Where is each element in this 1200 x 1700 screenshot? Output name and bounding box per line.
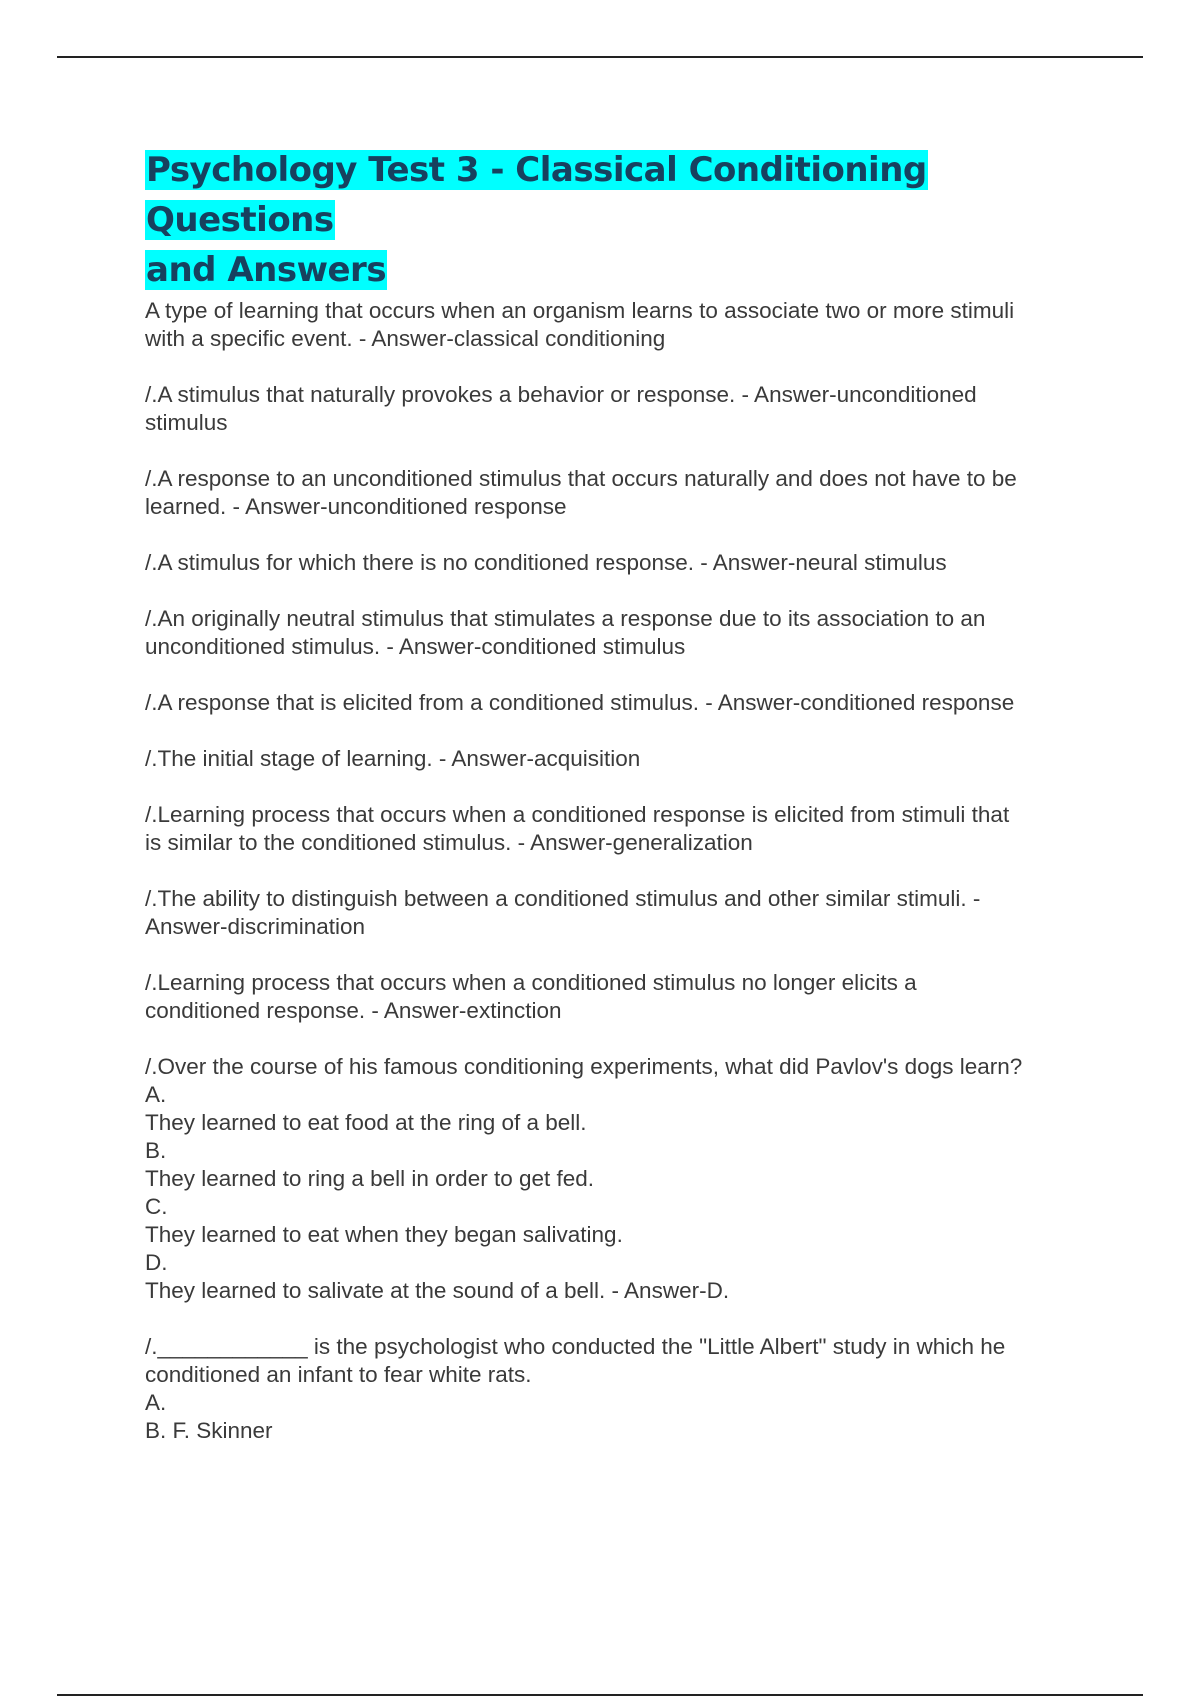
qa-line: /.____________ is the psychologist who conducted the "Little Albert" study in which he xyxy=(145,1334,1006,1359)
qa-line: conditioned response. - Answer-extinction xyxy=(145,998,562,1023)
qa-line: /.An originally neutral stimulus that stimulates a response due to its association to an xyxy=(145,606,986,631)
qa-line: A. xyxy=(145,1082,167,1107)
qa-line: B. F. Skinner xyxy=(145,1418,273,1443)
qa-item xyxy=(145,801,1095,857)
qa-line: Answer-discrimination xyxy=(145,914,366,939)
bottom-rule xyxy=(57,1694,1143,1696)
qa-item xyxy=(145,969,1095,1025)
qa-line: C. xyxy=(145,1194,168,1219)
top-rule xyxy=(57,56,1143,58)
qa-line: /.Learning process that occurs when a conditioned response is elicited from stimuli that xyxy=(145,802,1010,827)
qa-line: /.A stimulus for which there is no conditioned response. - Answer-neural stimulus xyxy=(145,550,947,575)
qa-line: /.The ability to distinguish between a conditioned stimulus and other similar stimuli. - xyxy=(145,886,981,911)
qa-item xyxy=(145,885,1095,941)
title-line-2: and Answers xyxy=(146,250,387,290)
qa-item xyxy=(145,549,1095,577)
qa-line: A. xyxy=(145,1390,167,1415)
qa-item xyxy=(145,465,1095,521)
qa-line: A type of learning that occurs when an organism learns to associate two or more stimuli xyxy=(145,298,1015,323)
qa-line: They learned to ring a bell in order to get fed. xyxy=(145,1166,595,1191)
qa-line: unconditioned stimulus. - Answer-conditioned stimulus xyxy=(145,634,686,659)
qa-line: with a specific event. - Answer-classical conditioning xyxy=(145,326,666,351)
qa-line: conditioned an infant to fear white rats. xyxy=(145,1362,532,1387)
qa-item xyxy=(145,1333,1095,1445)
qa-item xyxy=(145,297,1095,353)
qa-line: /.Over the course of his famous conditioning experiments, what did Pavlov's dogs learn? xyxy=(145,1054,1023,1079)
qa-line: /.A stimulus that naturally provokes a behavior or response. - Answer-unconditioned xyxy=(145,382,977,407)
qa-item xyxy=(145,689,1095,717)
qa-line: They learned to eat when they began salivating. xyxy=(145,1222,623,1247)
qa-line: /.A response that is elicited from a conditioned stimulus. - Answer-conditioned response xyxy=(145,690,1015,715)
qa-line: /.A response to an unconditioned stimulus that occurs naturally and does not have to be xyxy=(145,466,1017,491)
qa-item xyxy=(145,605,1095,661)
qa-line: D. xyxy=(145,1250,168,1275)
qa-item xyxy=(145,1053,1095,1305)
qa-line: stimulus xyxy=(145,410,228,435)
qa-list xyxy=(145,297,1095,1473)
qa-line: /.The initial stage of learning. - Answer-acquisition xyxy=(145,746,641,771)
qa-line: /.Learning process that occurs when a conditioned stimulus no longer elicits a xyxy=(145,970,917,995)
qa-line: learned. - Answer-unconditioned response xyxy=(145,494,567,519)
document-title xyxy=(145,145,1095,295)
qa-item xyxy=(145,745,1095,773)
title-line-1: Psychology Test 3 - Classical Conditioning Questions xyxy=(146,150,927,240)
qa-line: B. xyxy=(145,1138,167,1163)
qa-line: is similar to the conditioned stimulus. - Answer-generalization xyxy=(145,830,753,855)
qa-line: They learned to salivate at the sound of a bell. - Answer-D. xyxy=(145,1278,730,1303)
qa-line: They learned to eat food at the ring of a bell. xyxy=(145,1110,587,1135)
qa-item xyxy=(145,381,1095,437)
